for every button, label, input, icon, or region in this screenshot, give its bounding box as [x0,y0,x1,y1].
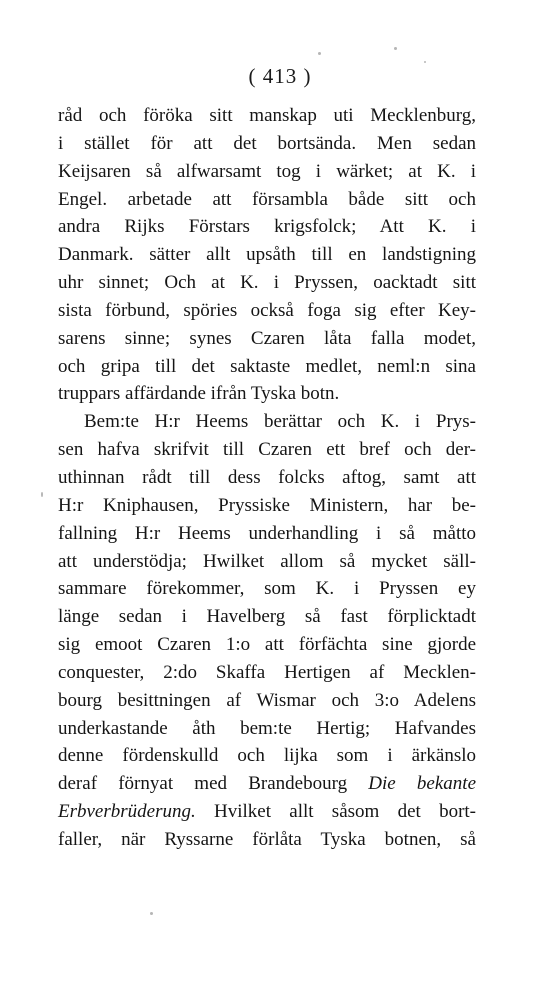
ink-speck [424,61,426,63]
text-line: sarens sinne; synes Czaren låta falla modet, [58,327,476,349]
text-line: conquester, 2:do Skaffa Hertigen af Mecklen- [58,661,476,683]
text-line: truppars affärdande ifrån Tyska botn. [58,383,340,405]
text-line: Keijsaren så alfwarsamt tog i wärket; at K. i [58,160,476,182]
text-run: deraf förnyat med Brandebourg [58,773,369,795]
text-line: länge sedan i Havelberg så fast förplicktadt [58,606,476,628]
text-line: sig emoot Czaren 1:o att förfächta sine gjorde [58,634,476,656]
text-line: och gripa till det saktaste medlet, neml:n sina [58,355,476,377]
text-line: faller, när Ryssarne förlåta Tyska botnen, så [58,828,476,850]
page-number: ( 413 ) [248,64,312,88]
text-line: sista förbund, spöries också foga sig efter Key- [58,299,476,321]
text-line: fallning H:r Heems underhandling i så måtto [58,522,476,544]
text-line: denne fördenskulld och lijka som i ärkänslo [58,745,476,767]
text-run: Hvilket allt såsom det bort- [195,801,476,823]
text-line: underkastande åth bem:te Hertig; Hafvandes [58,717,476,739]
italic-phrase: Erbverbrüderung. [58,801,196,823]
paragraph-1 [58,102,476,408]
text-line: Engel. arbetade att försambla både sitt och [58,188,476,210]
text-line: andra Rijks Förstars krigsfolck; Att K. i [58,216,476,238]
text-line [58,798,476,826]
text-line: H:r Kniphausen, Pryssiske Ministern, har be- [58,494,476,516]
body-text [58,102,476,854]
ink-speck [318,52,321,55]
text-line: sammare förekommer, som K. i Pryssen ey [58,578,476,600]
text-line: bourg besittningen af Wismar och 3:o Adelens [58,689,476,711]
text-line: Bem:te H:r Heems berättar och K. i Prys- [84,411,476,433]
ink-speck [150,912,153,915]
paragraph-2 [58,408,476,854]
ink-speck [41,492,43,497]
text-line [58,770,476,798]
text-line: uthinnan rådt till dess folcks aftog, samt att [58,466,476,488]
ink-speck [394,47,397,50]
text-line: i stället för att det bortsända. Men sedan [58,132,476,154]
text-line: uhr sinnet; Och at K. i Pryssen, oacktadt sitt [58,272,476,294]
text-line: Danmark. sätter allt upsåth till en landstigning [58,244,476,266]
text-line: råd och föröka sitt manskap uti Mecklenburg, [58,105,476,126]
italic-phrase: Die bekante [368,773,476,795]
text-line: att understödja; Hwilket allom så mycket säll- [58,550,476,572]
text-line: sen hafva skrifvit till Czaren ett bref och der- [58,439,476,461]
